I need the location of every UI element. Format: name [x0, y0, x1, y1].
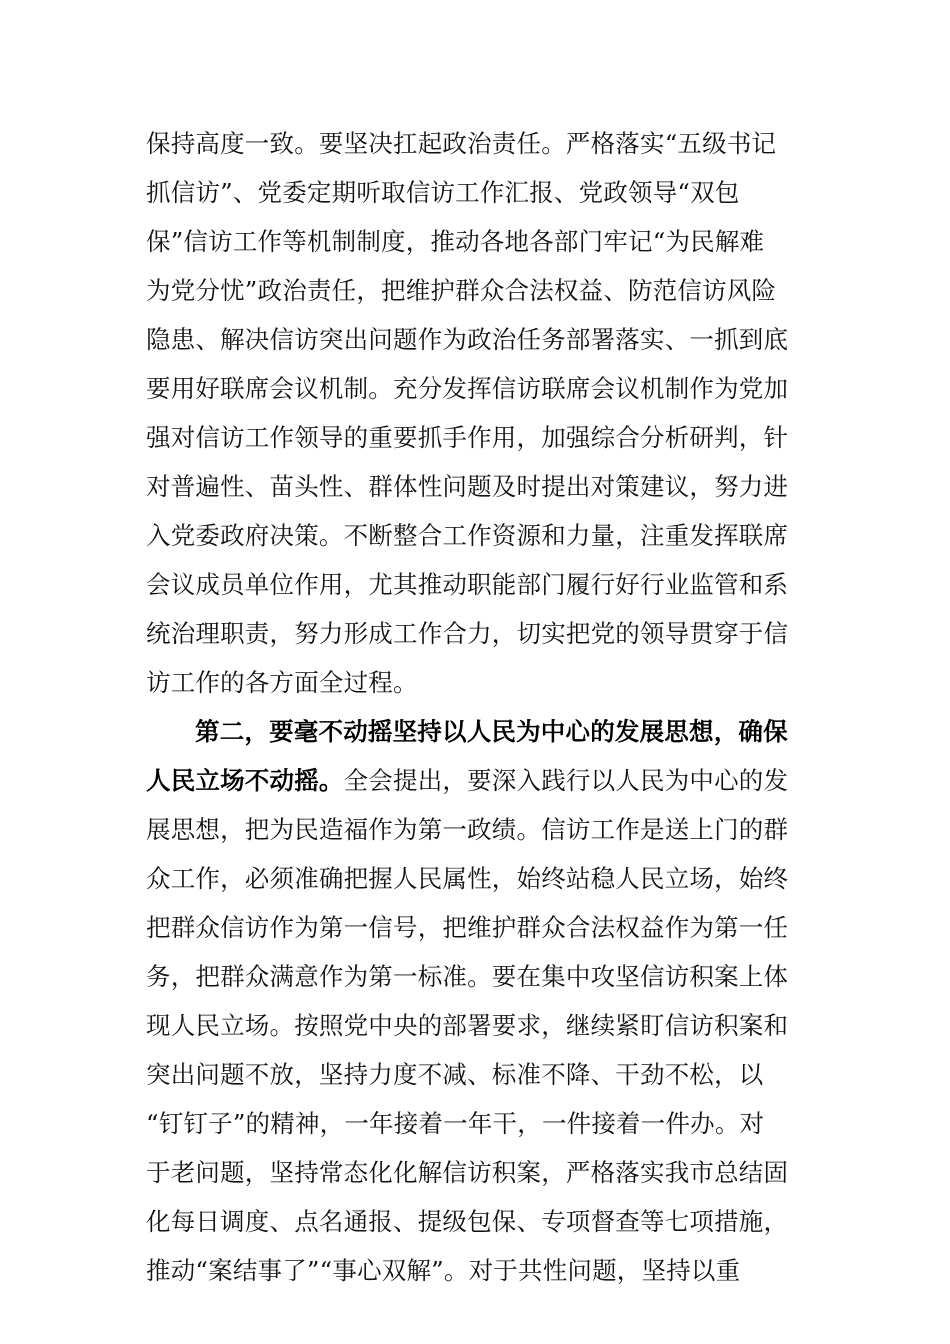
section-heading-bold: 第二，要毫不动摇坚持以人民为中心的发展思想，确保 — [195, 717, 788, 746]
document-body — [146, 119, 816, 1295]
text-line: 会议成员单位作用，尤其推动职能部门履行好行业监管和系 — [146, 570, 789, 599]
text-line: 强对信访工作领导的重要抓手作用，加强综合分析研判，针 — [146, 423, 789, 452]
text-line — [146, 756, 816, 805]
text-line: 为党分忧”政治责任，把维护群众合法权益、防范信访风险 — [146, 276, 777, 305]
text-line: 访工作的各方面全过程。 — [146, 668, 418, 697]
text-line: 把群众信访作为第一信号，把维护群众合法权益作为第一任 — [146, 913, 789, 942]
text-line: 化每日调度、点名通报、提级包保、专项督查等七项措施， — [146, 1207, 789, 1236]
text-line: 推动“案结事了”“事心双解”。对于共性问题，坚持以重 — [146, 1256, 741, 1285]
text-line: 务，把群众满意作为第一标准。要在集中攻坚信访积案上体 — [146, 962, 789, 991]
text-line: 众工作，必须准确把握人民属性，始终站稳人民立场，始终 — [146, 864, 789, 893]
text-line: 对普遍性、苗头性、群体性问题及时提出对策建议，努力进 — [146, 472, 789, 501]
text-line: “钉钉子”的精神，一年接着一年干，一件接着一件办。对 — [146, 1109, 765, 1138]
text-line: 要用好联席会议机制。充分发挥信访联席会议机制作为党加 — [146, 374, 789, 403]
text-line: 保持高度一致。要坚决扛起政治责任。严格落实“五级书记 — [146, 129, 777, 158]
section-heading-bold: 人民立场不动摇。 — [146, 766, 344, 795]
text-line: 保”信访工作等机制制度，推动各地各部门牢记“为民解难 — [146, 227, 765, 256]
text-line: 入党委政府决策。不断整合工作资源和力量，注重发挥联席 — [146, 521, 789, 550]
text-line: 统治理职责，努力形成工作合力，切实把党的领导贯穿于信 — [146, 619, 789, 648]
text-line-remainder: 全会提出，要深入践行以人民为中心的发 — [343, 766, 789, 795]
text-line: 突出问题不放，坚持力度不减、标准不降、干劲不松，以 — [146, 1060, 764, 1089]
text-line: 现人民立场。按照党中央的部署要求，继续紧盯信访积案和 — [146, 1011, 789, 1040]
text-line: 于老问题，坚持常态化化解信访积案，严格落实我市总结固 — [146, 1158, 789, 1187]
text-line: 展思想，把为民造福作为第一政绩。信访工作是送上门的群 — [146, 815, 789, 844]
text-line: 隐患、解决信访突出问题作为政治任务部署落实、一抓到底 — [146, 325, 789, 354]
section-heading-line — [146, 707, 816, 756]
text-line: 抓信访”、党委定期听取信访工作汇报、党政领导“双包 — [146, 178, 740, 207]
